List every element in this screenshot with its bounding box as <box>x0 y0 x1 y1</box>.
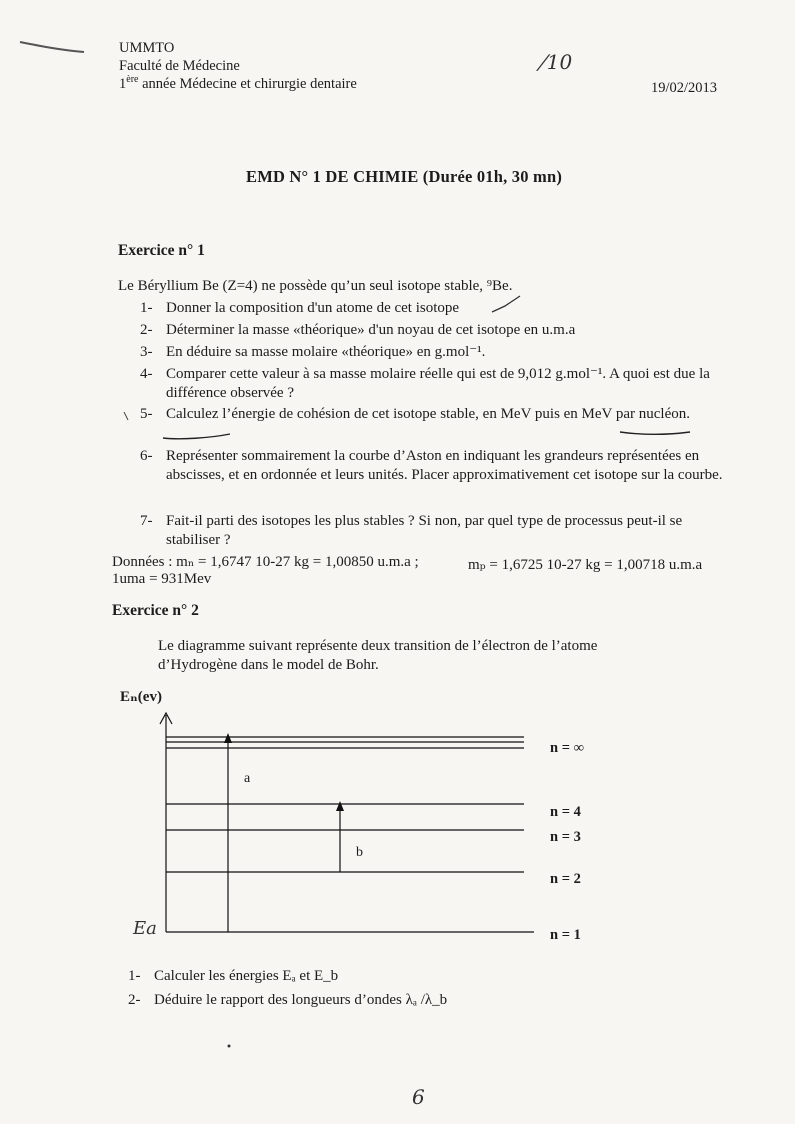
handwritten-ea-label: Ea <box>133 918 157 939</box>
exercise2-title: Exercice n° 2 <box>112 602 199 619</box>
exam-date: 19/02/2013 <box>651 80 718 96</box>
level-label-n1: n = 1 <box>550 927 581 943</box>
study-year: 1ère année Médecine et chirurgie dentaire <box>119 74 357 92</box>
exercise2-intro: Le diagramme suivant représente deux transition de l’électron de l’atome d’Hydrogène dans le model de Bohr. <box>158 638 598 673</box>
university-name: UMMTO <box>119 40 175 56</box>
level-label-n2: n = 2 <box>550 871 581 887</box>
diagram-y-axis-label: Eₙ(ev) <box>120 689 162 705</box>
exercise1-title: Exercice n° 1 <box>118 242 205 259</box>
ex1-question-4: 4- Comparer cette valeur à sa masse molaire réelle qui est de 9,012 g.mol⁻¹. A quoi est due la différence observée ? <box>140 366 710 401</box>
page-number: 6 <box>412 1085 425 1109</box>
ex1-question-6: 6- Représenter sommairement la courbe d’Aston en indiquant les grandeurs représentées en abscisses, et en ordonnée et leurs unités. Placer approximativement cet isotope sur la courbe. <box>140 448 723 483</box>
exam-title: EMD N° 1 DE CHIMIE (Durée 01h, 30 mn) <box>246 167 563 186</box>
ex1-data-neutron: Données : mₙ = 1,6747 10-27 kg = 1,00850 u.m.a ; <box>112 554 419 570</box>
level-label-inf: n = ∞ <box>550 740 584 756</box>
level-label-n3: n = 3 <box>550 829 581 845</box>
transition-b-label: b <box>356 845 363 860</box>
ex1-data-proton: mₚ = 1,6725 10-27 kg = 1,00718 u.m.a <box>468 557 703 573</box>
ex1-question-7: 7- Fait-il parti des isotopes les plus stables ? Si non, par quel type de processus peut-il se stabiliser ? <box>140 513 683 548</box>
ex1-question-5: 5- Calculez l’énergie de cohésion de cet isotope stable, en MeV puis en MeV par nucléon. <box>140 406 691 422</box>
level-label-n4: n = 4 <box>550 804 581 820</box>
faculty-name: Faculté de Médecine <box>119 58 240 74</box>
exam-page: UMMTO Faculté de Médecine 1ère année Médecine et chirurgie dentaire /10 19/02/2013 EMD N° 1 DE CHIMIE (Durée 01h, 30 mn) Exercice n° 1 Le Béryllium Be (Z=4) ne possède qu’un seul isotope stable, ⁹Be. 1- Donner la composition d'un atome de cet isotope 2- Déterminer la masse «théorique» d'un noyau de cet isotope en u.m.a 3- En déduire sa masse molaire «théorique» en g.mol⁻¹. 4- Comparer cette valeur à sa masse molaire réelle qui est de 9,012 g.mol⁻¹. A quoi est due la différence observée ? 5- Calculez l’énergie de cohésion de cet isotope stable, en MeV puis en MeV par nucléon. 6- Représenter sommairement la courbe d’Aston en indiquant les grandeurs représentées en abscisses, et en ordonnée et leurs unités. Placer approximativement cet isotope sur la courbe. 7- Fait-il parti des isotopes les plus stables ? Si non, par quel type de processus peut-il se stabiliser ? Données : mₙ = 1,6747 10-27 kg = 1,00850 u.m.a ; mₚ = 1,6725 10-27 kg = 1,00718 u.m.a 1uma = 931Mev Exercice n° 2 Le diagramme suivant représente deux transition de l’électron de l’atome d’Hydrogène dans le model de Bohr. Eₙ(ev) a b n = ∞ n = 4 n = 3 n = 2 n = 1 Ea 1- Calculer les énergies Eₐ et E_b 2- Déduire le rapport des longueurs d’ondes λₐ /λ_b 6 <box>0 0 795 1124</box>
handwritten-grade: /10 <box>536 50 573 74</box>
exercise1-intro: Le Béryllium Be (Z=4) ne possède qu’un seul isotope stable, ⁹Be. <box>118 278 513 294</box>
ex1-data-uma: 1uma = 931Mev <box>112 571 212 587</box>
transition-a-label: a <box>244 771 251 786</box>
